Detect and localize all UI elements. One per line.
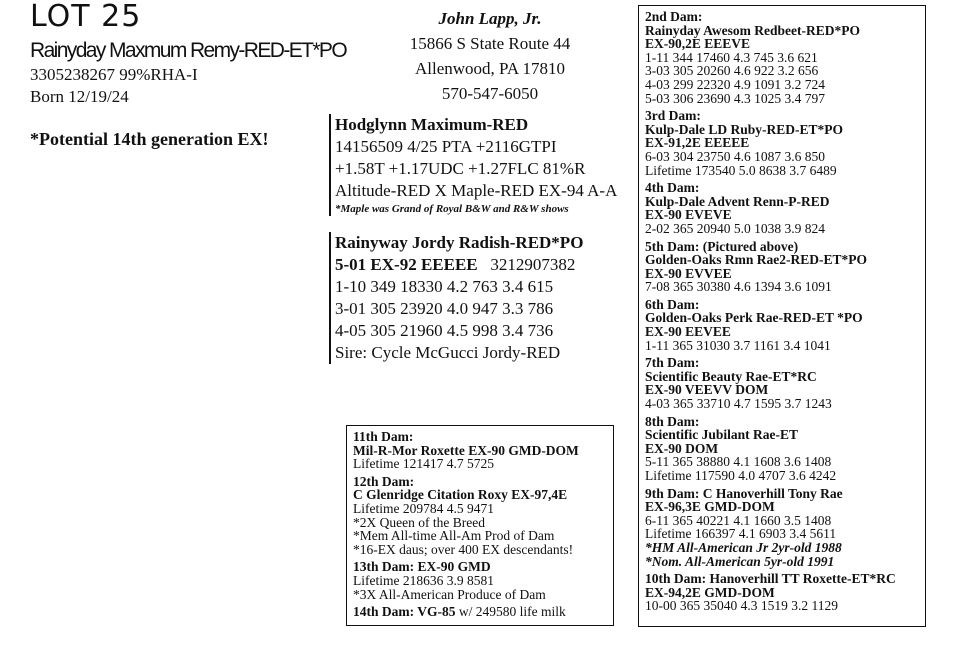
deep-pedigree-box — [346, 425, 614, 626]
dam-heading: 2nd Dam: — [645, 9, 703, 24]
dam-heading: 7th Dam: — [645, 355, 700, 371]
dam-record-row: 4-05 305 21960 4.5 998 3.4 736 — [335, 321, 554, 340]
dam-classification: EX-90 EVEVE — [645, 207, 732, 223]
dam-name: Scientific Jubilant Rae-ET — [645, 427, 799, 443]
dam-section — [353, 430, 607, 471]
dam-record-row: Lifetime 121417 4.7 5725 — [353, 456, 494, 472]
dam-heading: 4th Dam: — [645, 180, 700, 196]
dam-sire-line: Sire: Cycle McGucci Jordy-RED — [335, 343, 561, 362]
dam-record-row: *2X Queen of the Breed — [353, 514, 485, 530]
dam-section — [645, 240, 919, 294]
dam-record-row: Lifetime 117590 4.0 4707 3.6 4242 — [645, 468, 837, 483]
dam-section — [645, 487, 919, 569]
dam-heading: 8th Dam: — [645, 413, 700, 429]
dam-name: Golden-Oaks Perk Rae-RED-ET *PO — [645, 310, 863, 326]
maternal-pedigree-box — [638, 5, 926, 627]
fourteenth-dam-milk: w/ 249580 life milk — [455, 604, 566, 620]
sire-block — [329, 114, 645, 216]
dam-heading: 11th Dam: — [353, 429, 414, 444]
dam-registration: 3212907382 — [490, 255, 576, 274]
breeder-name: John Lapp, Jr. — [438, 9, 542, 28]
dam-record-row: Lifetime 166397 4.1 6903 3.4 5611 — [645, 526, 837, 542]
dam-record-row: 5-11 365 38880 4.1 1608 3.6 1408 — [645, 454, 832, 470]
breeder-phone: 570-547-6050 — [441, 84, 539, 103]
dam-heading: 6th Dam: — [645, 296, 700, 312]
dam-record-row: 3-01 305 23920 4.0 947 3.3 786 — [335, 299, 554, 318]
dam-record-row: 6-03 304 23750 4.6 1087 3.6 850 — [645, 148, 825, 164]
dam-classification: EX-90 DOM — [645, 440, 719, 456]
dam-record-row: *3X All-American Produce of Dam — [353, 586, 546, 602]
dam-heading: 13th Dam: EX-90 GMD — [353, 559, 491, 575]
dam-record-row: 3-03 305 20260 4.6 922 3.2 656 — [645, 63, 819, 79]
breeder-address-line1: 15866 S State Route 44 — [409, 34, 571, 53]
breeder-contact — [380, 6, 600, 106]
lot-number: LOT 25 — [30, 0, 142, 34]
dam-name: Kulp-Dale LD Ruby-RED-ET*PO — [645, 121, 844, 137]
dam-section — [645, 109, 919, 177]
dam-record-row: 4-03 299 22320 4.9 1091 3.2 724 — [645, 76, 825, 92]
animal-name: Rainyday Maxmum Remy-RED-ET*PO — [30, 39, 347, 62]
dam-section — [645, 572, 919, 613]
dam-name: Golden-Oaks Rmn Rae2-RED-ET*PO — [645, 252, 868, 268]
breeder-address-line2: Allenwood, PA 17810 — [414, 59, 566, 78]
potential-generation-note: *Potential 14th generation EX! — [30, 129, 269, 149]
dam-record-row: 1-11 365 31030 3.7 1161 3.4 1041 — [645, 337, 831, 353]
dam-record-row: 1-10 349 18330 4.2 763 3.4 615 — [335, 277, 554, 296]
dam-section — [645, 10, 919, 105]
dam-section — [645, 356, 919, 410]
dam-name: Rainyway Jordy Radish-RED*PO — [335, 233, 584, 252]
sire-note: *Maple was Grand of Royal B&W and R&W shows — [335, 203, 569, 215]
dam-classification: EX-94,2E GMD-DOM — [645, 584, 775, 600]
dam-block — [329, 232, 645, 364]
dam-classification: EX-90 EEVEE — [645, 324, 731, 340]
dam-heading: 5th Dam: (Pictured above) — [645, 238, 799, 254]
dam-classification: EX-90 EVVEE — [645, 265, 732, 281]
dam-record-row: Lifetime 173540 5.0 8638 3.7 6489 — [645, 162, 837, 178]
dam-classification: EX-91,2E EEEEE — [645, 135, 750, 151]
dam-heading: 10th Dam: Hanoverhill TT Roxette-ET*RC — [645, 571, 896, 587]
dam-name: Rainyday Awesom Redbeet-RED*PO — [645, 22, 860, 38]
sire-proof-line1: 14156509 4/25 PTA +2116GTPI — [335, 137, 557, 156]
dam-record-row: 6-11 365 40221 4.1 1660 3.5 1408 — [645, 512, 832, 528]
birth-date: Born 12/19/24 — [30, 87, 129, 106]
dam-record-row: 7-08 365 30380 4.6 1394 3.6 1091 — [645, 279, 832, 295]
dam-section — [353, 560, 607, 601]
dam-records — [335, 276, 645, 342]
dam-class-line — [335, 254, 645, 276]
dam-record-row: *16-EX daus; over 400 EX descendants! — [353, 541, 574, 557]
dam-heading: 9th Dam: C Hanoverhill Tony Rae — [645, 485, 843, 501]
sire-proof-line2: +1.58T +1.17UDC +1.27FLC 81%R — [335, 159, 586, 178]
fourteenth-dam — [353, 605, 607, 619]
dam-section — [645, 181, 919, 235]
dam-classification: EX-90,2E EEEVE — [645, 36, 751, 52]
dam-section — [645, 415, 919, 483]
dam-name: Scientific Beauty Rae-ET*RC — [645, 368, 817, 384]
dam-classification: 5-01 EX-92 EEEEE — [335, 255, 478, 274]
dam-classification: EX-96,3E GMD-DOM — [645, 499, 775, 515]
dam-heading: 12th Dam: — [353, 473, 415, 489]
sire-pedigree: Altitude-RED X Maple-RED EX-94 A-A — [335, 181, 618, 200]
dam-heading: 3rd Dam: — [645, 108, 701, 124]
dam-classification: EX-90 VEEVV DOM — [645, 382, 769, 398]
dam-note: *HM All-American Jr 2yr-old 1988 — [645, 539, 842, 555]
dam-section — [353, 475, 607, 557]
dam-record-row: Lifetime 218636 3.9 8581 — [353, 572, 494, 588]
dam-record-row: 5-03 306 23690 4.3 1025 3.4 797 — [645, 90, 825, 106]
dam-name: Mil-R-Mor Roxette EX-90 GMD-DOM — [353, 442, 579, 458]
dam-record-row: Lifetime 209784 4.5 9471 — [353, 500, 494, 516]
dam-record-row: 1-11 344 17460 4.3 745 3.6 621 — [645, 49, 818, 65]
sire-name: Hodglynn Maximum-RED — [335, 115, 529, 134]
dam-record-row: 4-03 365 33710 4.7 1595 3.7 1243 — [645, 396, 832, 412]
dam-name: C Glenridge Citation Roxy EX-97,4E — [353, 487, 568, 503]
registration-info: 3305238267 99%RHA-I — [30, 65, 198, 84]
fourteenth-dam-head: 14th Dam: VG-85 — [353, 604, 456, 620]
dam-section — [645, 298, 919, 352]
dam-name: Kulp-Dale Advent Renn-P-RED — [645, 193, 830, 209]
dam-record-row: *Mem All-time All-Am Prod of Dam — [353, 528, 555, 544]
dam-record-row: 10-00 365 35040 4.3 1519 3.2 1129 — [645, 598, 838, 614]
dam-record-row: 2-02 365 20940 5.0 1038 3.9 824 — [645, 220, 825, 236]
dam-note: *Nom. All-American 5yr-old 1991 — [645, 553, 835, 569]
